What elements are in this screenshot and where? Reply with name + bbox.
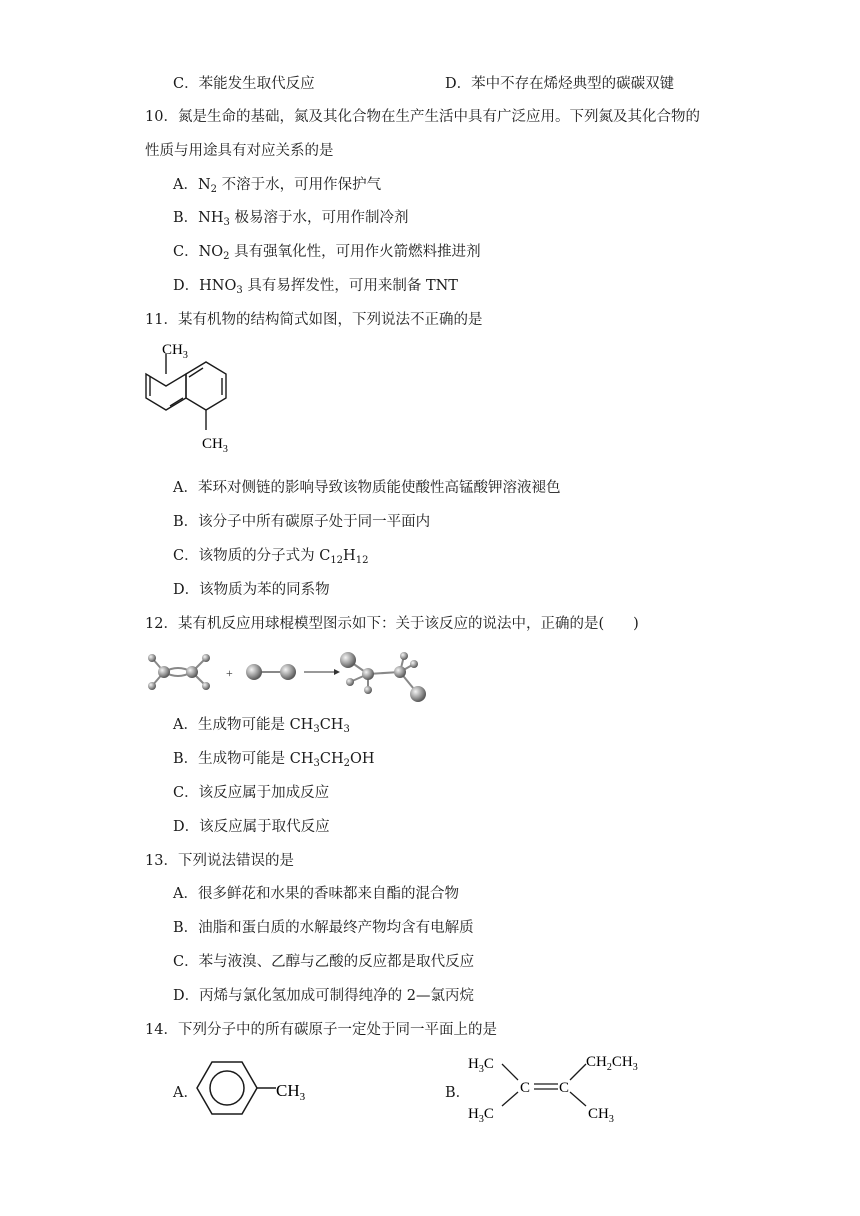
alkene-group-bottom-right: $CH_3$ [588, 1106, 614, 1125]
q11-option-d: D．该物质为苯的同系物 [173, 582, 330, 598]
q14-option-b-label: B． [445, 1085, 471, 1101]
alkene-carbon-1: C [520, 1080, 531, 1096]
q10-option-a: A．$N_2$ 不溶于水，可用作保护气 [173, 177, 382, 195]
q12-option-d: D．该反应属于取代反应 [173, 819, 330, 835]
ethylene-model [148, 654, 210, 690]
q12-option-c: C．该反应属于加成反应 [173, 785, 330, 801]
q10-option-d: D．$HNO_3$ 具有易挥发性，可用来制备 TNT [173, 278, 458, 296]
q11-option-a: A．苯环对侧链的影响导致该物质能使酸性高锰酸钾溶液褪色 [173, 480, 561, 496]
methyl-label-top: $CH_3$ [162, 342, 188, 361]
q9-option-c: C．苯能发生取代反应 [173, 76, 315, 92]
alkene-group-bottom-left: $H_3C$ [468, 1106, 494, 1125]
reaction-arrow [304, 669, 340, 675]
q14-stem: 14．下列分子中的所有碳原子一定处于同一平面上的是 [145, 1022, 497, 1038]
q10-stem-line2: 性质与用途具有对应关系的是 [145, 143, 334, 159]
q11-stem: 11．某有机物的结构简式如图，下列说法不正确的是 [145, 312, 483, 328]
toluene-methyl-label: $CH_3$ [276, 1081, 306, 1103]
q13-option-a: A．很多鲜花和水果的香味都来自酯的混合物 [173, 886, 459, 902]
q13-option-b: B．油脂和蛋白质的水解最终产物均含有电解质 [173, 920, 474, 936]
q13-option-c: C．苯与液溴、乙醇与乙酸的反应都是取代反应 [173, 954, 475, 970]
product-model [340, 652, 426, 702]
q12-option-a: A．生成物可能是 $CH_3CH_3$ [173, 717, 350, 735]
toluene-structure [194, 1056, 324, 1120]
alkene-group-top-right: $CH_2CH_3$ [586, 1054, 638, 1073]
q11-option-c: C．该物质的分子式为 $C_{12}H_{12}$ [173, 548, 369, 566]
alkene-carbon-2: C [559, 1080, 570, 1096]
q10-stem-line1: 10．氮是生命的基础，氮及其化合物在生产生活中具有广泛应用。下列氮及其化合物的 [145, 109, 700, 125]
q13-stem: 13．下列说法错误的是 [145, 853, 294, 869]
ball-and-stick-reaction-diagram [142, 644, 442, 706]
dimethylnaphthalene-structure [140, 338, 250, 464]
alkene-structure [466, 1048, 666, 1126]
q12-option-b: B．生成物可能是 $CH_3CH_2OH$ [173, 751, 375, 769]
q10-option-b: B．$NH_3$ 极易溶于水，可用作制冷剂 [173, 210, 409, 228]
alkene-group-top-left: $H_3C$ [468, 1056, 494, 1075]
q14-option-a-label: A． [173, 1085, 198, 1101]
q11-option-b: B．该分子中所有碳原子处于同一平面内 [173, 514, 431, 530]
halogen-molecule-model [246, 664, 296, 680]
q9-option-d: D．苯中不存在烯烃典型的碳碳双键 [445, 76, 675, 92]
q10-option-c: C．$NO_2$ 具有强氧化性，可用作火箭燃料推进剂 [173, 244, 481, 262]
methyl-label-bottom: $CH_3$ [202, 436, 228, 455]
q12-stem: 12．某有机反应用球棍模型图示如下：关于该反应的说法中，正确的是( ) [145, 616, 639, 632]
plus-sign: + [226, 666, 233, 680]
q13-option-d: D．丙烯与氯化氢加成可制得纯净的 2—氯丙烷 [173, 988, 474, 1004]
